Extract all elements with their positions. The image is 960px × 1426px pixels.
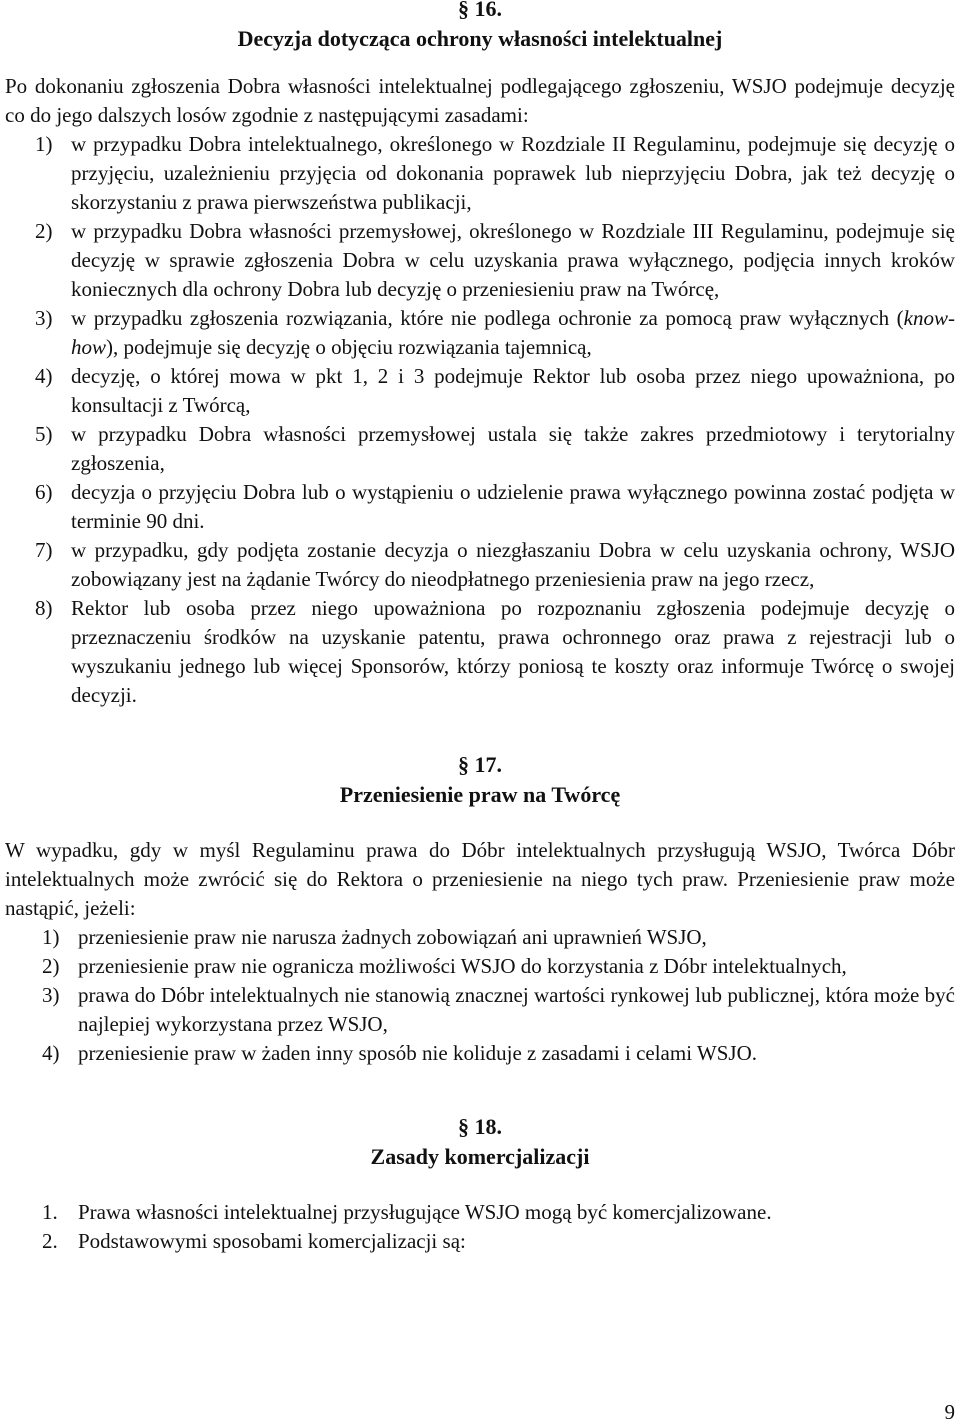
list-item-text: w przypadku, gdy podjęta zostanie decyzja o niezgłaszaniu Dobra w celu uzyskania ochrony, WSJO zobowiązany jest na żądanie Twórcy do nieodpłatnego przeniesienia praw na jego rzecz, bbox=[71, 538, 955, 591]
section-list bbox=[5, 923, 955, 1068]
list-item-number: 4) bbox=[35, 364, 53, 388]
section-18 bbox=[5, 1112, 955, 1256]
list-item-text-after: ), podejmuje się decyzję o objęciu rozwiązania tajemnicą, bbox=[106, 335, 592, 359]
section-number: § 17. bbox=[458, 752, 502, 777]
list-item bbox=[5, 130, 955, 217]
list-item-text: w przypadku Dobra własności przemysłowej, określonego w Rozdziale III Regulaminu, podejmuje się decyzję w sprawie zgłoszenia Dobra w celu uzyskania prawa wyłącznego, podjęcia innych kroków koniecznych dla ochrony Dobra lub decyzję o przeniesieniu praw na Twórcę, bbox=[71, 219, 955, 301]
list-item bbox=[5, 923, 955, 952]
list-item-number: 5) bbox=[35, 422, 53, 446]
list-item bbox=[5, 536, 955, 594]
list-item bbox=[5, 478, 955, 536]
section-16 bbox=[5, 0, 955, 710]
list-item bbox=[5, 304, 955, 362]
list-item-text-before: w przypadku zgłoszenia rozwiązania, które nie podlega ochronie za pomocą praw wyłącznych ( bbox=[71, 306, 904, 330]
list-item-text: Prawa własności intelektualnej przysługujące WSJO mogą być komercjalizowane. bbox=[78, 1200, 772, 1224]
list-item bbox=[5, 217, 955, 304]
section-title: Decyzja dotycząca ochrony własności intelektualnej bbox=[237, 26, 723, 51]
list-item bbox=[5, 1039, 955, 1068]
section-list bbox=[5, 1198, 955, 1256]
list-item-text: decyzja o przyjęciu Dobra lub o wystąpieniu o udzielenie prawa wyłącznego powinna zostać podjęta w terminie 90 dni. bbox=[71, 480, 955, 533]
list-item-text: w przypadku Dobra intelektualnego, określonego w Rozdziale II Regulaminu, podejmuje się decyzję o przyjęciu, uzależnieniu przyjęcia od dokonania poprawek lub nieprzyjęciu Dobra, jak też decyzję o skorzystaniu z prawa pierwszeństwa publikacji, bbox=[71, 132, 955, 214]
list-item bbox=[5, 952, 955, 981]
list-item-text: przeniesienie praw w żaden inny sposób nie koliduje z zasadami i celami WSJO. bbox=[78, 1041, 757, 1065]
list-item-text-italic: know-how bbox=[71, 306, 955, 359]
list-item bbox=[5, 594, 955, 710]
list-item bbox=[5, 1227, 955, 1256]
section-list bbox=[5, 130, 955, 710]
list-item-number: 2) bbox=[35, 219, 53, 243]
section-number: § 16. bbox=[458, 0, 502, 21]
page-number: 9 bbox=[944, 1400, 955, 1424]
list-item-text: przeniesienie praw nie narusza żadnych zobowiązań ani uprawnień WSJO, bbox=[78, 925, 707, 949]
section-intro: Po dokonaniu zgłoszenia Dobra własności intelektualnej podlegającego zgłoszeniu, WSJO podejmuje decyzję co do jego dalszych losów zgodnie z następującymi zasadami: bbox=[5, 74, 955, 127]
section-number: § 18. bbox=[458, 1114, 502, 1139]
list-item-text: w przypadku Dobra własności przemysłowej ustala się także zakres przedmiotowy i terytorialny zgłoszenia, bbox=[71, 422, 955, 475]
list-item bbox=[5, 1198, 955, 1227]
list-item-number: 8) bbox=[35, 596, 53, 620]
list-item-number: 1. bbox=[42, 1200, 58, 1224]
list-item-number: 3) bbox=[42, 983, 60, 1007]
section-title: Przeniesienie praw na Twórcę bbox=[339, 782, 621, 807]
list-item-number: 4) bbox=[42, 1041, 60, 1065]
list-item-text: Podstawowymi sposobami komercjalizacji są: bbox=[78, 1229, 466, 1253]
document-page bbox=[5, 0, 955, 1256]
list-item-number: 7) bbox=[35, 538, 53, 562]
list-item-text: prawa do Dóbr intelektualnych nie stanowią znacznej wartości rynkowej lub publicznej, która może być najlepiej wykorzystana przez WSJO, bbox=[78, 983, 955, 1036]
list-item-number: 2. bbox=[42, 1229, 58, 1253]
list-item-number: 6) bbox=[35, 480, 53, 504]
list-item bbox=[5, 362, 955, 420]
list-item-number: 1) bbox=[35, 132, 53, 156]
list-item-text: decyzję, o której mowa w pkt 1, 2 i 3 podejmuje Rektor lub osoba przez niego upoważniona, po konsultacji z Twórcą, bbox=[71, 364, 955, 417]
list-item bbox=[5, 420, 955, 478]
list-item-number: 1) bbox=[42, 925, 60, 949]
list-item-number: 3) bbox=[35, 306, 53, 330]
section-intro: W wypadku, gdy w myśl Regulaminu prawa do Dóbr intelektualnych przysługują WSJO, Twórca Dóbr intelektualnych może zwrócić się do Rektora o przeniesienie na niego tych praw. Przeniesienie praw może nastąpić, jeżeli: bbox=[5, 838, 955, 920]
list-item-number: 2) bbox=[42, 954, 60, 978]
list-item-text: przeniesienie praw nie ogranicza możliwości WSJO do korzystania z Dóbr intelektualnych, bbox=[78, 954, 847, 978]
section-title: Zasady komercjalizacji bbox=[370, 1144, 590, 1169]
section-17 bbox=[5, 750, 955, 1068]
list-item bbox=[5, 981, 955, 1039]
list-item-text: Rektor lub osoba przez niego upoważniona po rozpoznaniu zgłoszenia podejmuje decyzję o przeznaczeniu środków na uzyskanie patentu, prawa ochronnego oraz prawa z rejestracji lub o wyszukaniu jednego lub więcej Sponsorów, którzy poniosą te koszty oraz informuje Twórcę o swojej decyzji. bbox=[71, 596, 955, 707]
